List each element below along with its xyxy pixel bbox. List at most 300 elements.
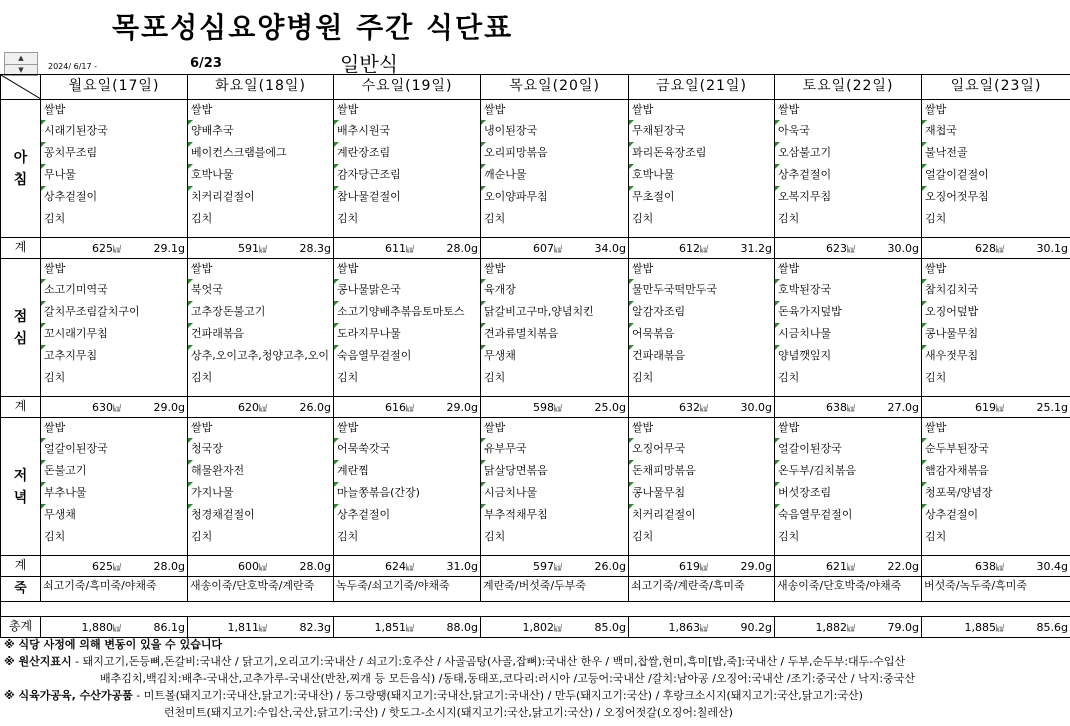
kcal-unit: ㎉ — [259, 624, 267, 633]
menu-item: 무생채 — [41, 504, 187, 526]
spacer-row — [1, 602, 1070, 617]
menu-item: 김치 — [191, 212, 213, 225]
kcal-value — [826, 242, 855, 255]
menu-cell — [188, 259, 334, 397]
porridge-cell: 새송이죽/단호박죽/야채죽 — [775, 577, 922, 602]
subtotal-label: 계 — [1, 238, 41, 259]
menu-item: 치커리겉절이 — [629, 504, 774, 526]
menu-item: 무생채 — [481, 345, 628, 367]
menu-item: 무나물 — [41, 164, 187, 186]
kcal-unit: ㎉ — [554, 563, 562, 572]
protein-value: 82.3g — [299, 621, 331, 634]
menu-cell — [188, 418, 334, 556]
kcal-number: 623 — [826, 242, 847, 255]
menu-cell — [775, 418, 922, 556]
menu-item: 얼갈이겉절이 — [922, 164, 1070, 186]
kcal-unit: ㎉ — [113, 563, 121, 572]
kcal-unit: ㎉ — [996, 624, 1004, 633]
protein-value: 28.0g — [299, 560, 331, 573]
menu-item: 오복지무침 — [775, 186, 921, 208]
menu-item: 소고기미역국 — [41, 279, 187, 301]
kcal-value — [523, 621, 563, 634]
subtotal-cell — [188, 397, 334, 418]
total-label: 총계 — [1, 617, 41, 638]
menu-item: 부추적채무침 — [481, 504, 628, 526]
note-change: ※ 식당 사정에 의해 변동이 있을 수 있습니다 — [4, 638, 223, 651]
menu-item: 쌀밥 — [44, 103, 66, 116]
subtotal-cell — [775, 238, 922, 259]
day-header-row — [1, 75, 1070, 100]
menu-item: 쌀밥 — [925, 421, 947, 434]
day-header: 목요일(20일) — [481, 75, 629, 100]
protein-value: 34.0g — [594, 242, 626, 255]
menu-item: 온두부/김치볶음 — [775, 460, 921, 482]
kcal-number: 600 — [238, 560, 259, 573]
kcal-value — [679, 560, 708, 573]
menu-cell — [922, 100, 1070, 238]
menu-item: 호박나물 — [629, 164, 774, 186]
kcal-unit: ㎉ — [847, 404, 855, 413]
menu-item: 상추겉절이 — [41, 186, 187, 208]
kcal-value — [92, 560, 121, 573]
porridge-cell: 새송이죽/단호박죽/계란죽 — [188, 577, 334, 602]
kcal-unit: ㎉ — [259, 245, 267, 254]
kcal-value — [385, 242, 414, 255]
kcal-value — [385, 560, 414, 573]
kcal-value — [92, 401, 121, 414]
kcal-value — [228, 621, 268, 634]
menu-item: 호박된장국 — [775, 279, 921, 301]
protein-value: 28.0g — [446, 242, 478, 255]
protein-value: 30.1g — [1036, 242, 1068, 255]
porridge-label: 죽 — [1, 577, 41, 602]
menu-item: 쌀밥 — [778, 262, 800, 275]
menu-item: 숙음열무겉절이 — [775, 504, 921, 526]
menu-item: 김치 — [484, 530, 506, 543]
kcal-value — [975, 560, 1004, 573]
menu-item: 청국장 — [188, 438, 333, 460]
menu-item: 상추겉절이 — [334, 504, 480, 526]
kcal-value — [679, 242, 708, 255]
day-header: 월요일(17일) — [41, 75, 188, 100]
menu-item: 닭살당면볶음 — [481, 460, 628, 482]
menu-item: 배추시원국 — [334, 120, 480, 142]
kcal-value — [669, 621, 709, 634]
day-header: 토요일(22일) — [775, 75, 922, 100]
kcal-unit: ㎉ — [113, 624, 121, 633]
date-spinner[interactable] — [4, 52, 38, 76]
menu-item: 해물완자전 — [188, 460, 333, 482]
kcal-unit: ㎉ — [113, 404, 121, 413]
processed-text-2: 런천미트(돼지고기:수입산,국산,닭고기:국산) / 핫도그-소시지(돼지고기:국산,닭고기:국산) / 오징어젓갈(오징어:칠레산) — [164, 706, 733, 719]
menu-item: 오리피망볶음 — [481, 142, 628, 164]
breakfast-row — [1, 100, 1070, 238]
protein-value: 29.0g — [740, 560, 772, 573]
porridge-cell: 녹두죽/쇠고기죽/야채죽 — [334, 577, 481, 602]
kcal-number: 625 — [92, 242, 113, 255]
kcal-number: 619 — [975, 401, 996, 414]
menu-item: 갈치무조림갈치구이 — [41, 301, 187, 323]
kcal-number: 1,802 — [522, 621, 554, 634]
kcal-value — [375, 621, 415, 634]
menu-item: 버섯장조림 — [775, 482, 921, 504]
menu-item: 콩나물맑은국 — [334, 279, 480, 301]
menu-item: 김치 — [44, 371, 66, 384]
menu-item: 김치 — [484, 371, 506, 384]
subtotal-cell — [775, 556, 922, 577]
menu-item: 쌀밥 — [191, 103, 213, 116]
subtotal-label: 계 — [1, 397, 41, 418]
menu-item: 청포묵/양념장 — [922, 482, 1070, 504]
menu-item: 양념깻잎지 — [775, 345, 921, 367]
menu-item: 김치 — [778, 530, 800, 543]
menu-item: 오이양파무침 — [481, 186, 628, 208]
kcal-number: 632 — [679, 401, 700, 414]
kcal-value — [238, 401, 267, 414]
breakfast-label: 아 침 — [1, 100, 41, 238]
kcal-value — [82, 621, 122, 634]
menu-item: 마늘쫑볶음(간장) — [334, 482, 480, 504]
menu-item: 물만두국떡만두국 — [629, 279, 774, 301]
kcal-unit: ㎉ — [554, 245, 562, 254]
day-header: 금요일(21일) — [629, 75, 775, 100]
menu-item: 양배추국 — [188, 120, 333, 142]
dinner-label: 저 녁 — [1, 418, 41, 556]
kcal-value — [826, 560, 855, 573]
menu-item: 쌀밥 — [337, 262, 359, 275]
subtotal-cell — [629, 238, 775, 259]
subtotal-cell — [629, 397, 775, 418]
dinner-subtotal-row — [1, 556, 1070, 577]
menu-cell — [41, 100, 188, 238]
menu-item: 오삼불고기 — [775, 142, 921, 164]
kcal-unit: ㎉ — [554, 404, 562, 413]
menu-cell — [188, 100, 334, 238]
menu-item: 오징어젓무침 — [922, 186, 1070, 208]
total-row — [1, 617, 1070, 638]
kcal-unit: ㎉ — [847, 624, 855, 633]
menu-item: 순두부된장국 — [922, 438, 1070, 460]
protein-value: 29.0g — [446, 401, 478, 414]
kcal-number: 621 — [826, 560, 847, 573]
menu-item: 깨순나물 — [481, 164, 628, 186]
menu-item: 돈채피망볶음 — [629, 460, 774, 482]
menu-item: 쌀밥 — [925, 103, 947, 116]
kcal-number: 625 — [92, 560, 113, 573]
kcal-unit: ㎉ — [996, 404, 1004, 413]
kcal-unit: ㎉ — [406, 624, 414, 633]
menu-item: 호박나물 — [188, 164, 333, 186]
menu-item: 쌀밥 — [925, 262, 947, 275]
menu-item: 쌀밥 — [44, 262, 66, 275]
diagonal-line-icon — [1, 75, 41, 99]
menu-item: 김치 — [191, 371, 213, 384]
kcal-number: 630 — [92, 401, 113, 414]
porridge-cell: 쇠고기죽/계란죽/흑미죽 — [629, 577, 775, 602]
subtotal-cell — [922, 556, 1070, 577]
menu-item: 시금치나물 — [775, 323, 921, 345]
menu-item: 얼갈이된장국 — [41, 438, 187, 460]
menu-item: 가지나물 — [188, 482, 333, 504]
menu-item: 고추장돈불고기 — [188, 301, 333, 323]
date-to: 6/23 — [190, 56, 222, 71]
spacer-cell — [1, 602, 1070, 617]
menu-item: 숙음열무겉절이 — [334, 345, 480, 367]
porridge-cell: 계란죽/버섯죽/두부죽 — [481, 577, 629, 602]
kcal-value — [975, 242, 1004, 255]
subtotal-cell — [188, 556, 334, 577]
kcal-number: 607 — [533, 242, 554, 255]
kcal-unit: ㎉ — [259, 404, 267, 413]
kcal-number: 628 — [975, 242, 996, 255]
menu-cell — [41, 259, 188, 397]
menu-item: 건파래볶음 — [629, 345, 774, 367]
menu-item: 오징어덮밥 — [922, 301, 1070, 323]
menu-item: 쌀밥 — [632, 103, 654, 116]
kcal-number: 612 — [679, 242, 700, 255]
kcal-number: 611 — [385, 242, 406, 255]
dinner-row — [1, 418, 1070, 556]
kcal-number: 638 — [975, 560, 996, 573]
kcal-number: 638 — [826, 401, 847, 414]
menu-item: 김치 — [337, 371, 359, 384]
menu-cell — [481, 259, 629, 397]
kcal-unit: ㎉ — [700, 404, 708, 413]
origin-label: ※ 원산지표시 — [4, 655, 72, 668]
menu-item: 콩나물무침 — [629, 482, 774, 504]
corner-cell — [1, 75, 41, 100]
menu-cell — [481, 418, 629, 556]
menu-item: 참나물겉절이 — [334, 186, 480, 208]
menu-item: 계란장조림 — [334, 142, 480, 164]
porridge-row — [1, 577, 1070, 602]
menu-cell — [334, 100, 481, 238]
menu-item: 부추나물 — [41, 482, 187, 504]
subtotal-label: 계 — [1, 556, 41, 577]
menu-item: 육개장 — [481, 279, 628, 301]
menu-item: 쌀밥 — [484, 262, 506, 275]
protein-value: 30.4g — [1036, 560, 1068, 573]
menu-item: 김치 — [925, 371, 947, 384]
total-cell — [775, 617, 922, 638]
kcal-number: 591 — [238, 242, 259, 255]
menu-item: 김치 — [632, 530, 654, 543]
kcal-number: 1,851 — [374, 621, 406, 634]
subtotal-cell — [334, 556, 481, 577]
protein-value: 85.0g — [594, 621, 626, 634]
total-cell — [922, 617, 1070, 638]
kcal-unit: ㎉ — [113, 245, 121, 254]
kcal-number: 620 — [238, 401, 259, 414]
subtotal-cell — [629, 556, 775, 577]
menu-item: 무채된장국 — [629, 120, 774, 142]
menu-cell — [481, 100, 629, 238]
menu-item: 쌀밥 — [778, 421, 800, 434]
menu-item: 북엇국 — [188, 279, 333, 301]
kcal-unit: ㎉ — [406, 404, 414, 413]
total-cell — [188, 617, 334, 638]
menu-item: 시래기된장국 — [41, 120, 187, 142]
menu-item: 치커리겉절이 — [188, 186, 333, 208]
lunch-subtotal-row — [1, 397, 1070, 418]
kcal-number: 597 — [533, 560, 554, 573]
kcal-number: 1,882 — [815, 621, 847, 634]
day-header: 수요일(19일) — [334, 75, 481, 100]
total-cell — [334, 617, 481, 638]
menu-item: 쌀밥 — [778, 103, 800, 116]
menu-item: 얼갈이된장국 — [775, 438, 921, 460]
menu-item: 알감자조림 — [629, 301, 774, 323]
kcal-unit: ㎉ — [406, 563, 414, 572]
kcal-value — [826, 401, 855, 414]
menu-cell — [922, 259, 1070, 397]
menu-item: 견과류멸치볶음 — [481, 323, 628, 345]
menu-item: 김치 — [925, 212, 947, 225]
kcal-value — [816, 621, 856, 634]
menu-cell — [629, 259, 775, 397]
kcal-unit: ㎉ — [259, 563, 267, 572]
kcal-number: 616 — [385, 401, 406, 414]
menu-item: 쌀밥 — [632, 262, 654, 275]
menu-item: 냉이된장국 — [481, 120, 628, 142]
day-header: 화요일(18일) — [188, 75, 334, 100]
kcal-number: 1,880 — [81, 621, 113, 634]
menu-cell — [41, 418, 188, 556]
menu-item: 김치 — [484, 212, 506, 225]
menu-item: 불낙전골 — [922, 142, 1070, 164]
menu-item: 시금치나물 — [481, 482, 628, 504]
menu-item: 상추,오이고추,청양고추,오이 — [188, 345, 333, 367]
porridge-cell: 버섯죽/녹두죽/흑미죽 — [922, 577, 1070, 602]
menu-cell — [775, 259, 922, 397]
kcal-unit: ㎉ — [700, 624, 708, 633]
menu-type: 일반식 — [340, 52, 398, 76]
breakfast-subtotal-row — [1, 238, 1070, 259]
menu-item: 새우젓무침 — [922, 345, 1070, 367]
subtotal-cell — [188, 238, 334, 259]
menu-item: 쌀밥 — [191, 421, 213, 434]
total-cell — [481, 617, 629, 638]
date-from: 2024/ 6/17 - — [48, 62, 97, 71]
menu-item: 쌀밥 — [337, 103, 359, 116]
menu-item: 계란찜 — [334, 460, 480, 482]
protein-value: 79.0g — [887, 621, 919, 634]
kcal-value — [679, 401, 708, 414]
menu-item: 상추겉절이 — [922, 504, 1070, 526]
day-header: 일요일(23일) — [922, 75, 1070, 100]
menu-item: 쌀밥 — [44, 421, 66, 434]
subtotal-cell — [481, 397, 629, 418]
menu-item: 고추지무침 — [41, 345, 187, 367]
menu-cell — [629, 100, 775, 238]
menu-item: 아욱국 — [775, 120, 921, 142]
spin-down-icon[interactable]: ▼ — [5, 64, 37, 76]
menu-table — [0, 74, 1070, 638]
menu-cell — [775, 100, 922, 238]
page-title: 목포성심요양병원 주간 식단표 — [112, 11, 514, 44]
menu-item: 김치 — [778, 212, 800, 225]
subtotal-cell — [922, 238, 1070, 259]
kcal-value — [92, 242, 121, 255]
kcal-value — [533, 401, 562, 414]
kcal-unit: ㎉ — [847, 563, 855, 572]
subtotal-cell — [334, 397, 481, 418]
subtotal-cell — [41, 556, 188, 577]
menu-item: 김치 — [337, 212, 359, 225]
processed-text-1: - 미트볼(돼지고기:국내산,닭고기:국내산) / 동그랑땡(돼지고기:국내산,닭고기:국내산) / 만두(돼지고기:국산) / 후랑크소시지(돼지고기:국산,닭고기:국산) — [132, 689, 863, 702]
menu-item: 김치 — [632, 212, 654, 225]
menu-item: 유부무국 — [481, 438, 628, 460]
menu-cell — [629, 418, 775, 556]
kcal-value — [238, 242, 267, 255]
subtotal-cell — [334, 238, 481, 259]
protein-value: 25.0g — [594, 401, 626, 414]
menu-item: 건파래볶음 — [188, 323, 333, 345]
menu-item: 상추겉절이 — [775, 164, 921, 186]
menu-item: 꽁치무조림 — [41, 142, 187, 164]
protein-value: 25.1g — [1036, 401, 1068, 414]
lunch-label: 점 심 — [1, 259, 41, 397]
protein-value: 29.1g — [153, 242, 185, 255]
kcal-value — [533, 242, 562, 255]
kcal-number: 1,885 — [964, 621, 996, 634]
protein-value: 28.0g — [153, 560, 185, 573]
origin-text-2: 배추김치,백김치:배추-국내산,고추가루-국내산(반찬,찌개 등 모든음식) /동태,동태포,코다리:러시아 /고등어:국내산 /갈치:남아공 /오징어:국내산 /조기:중국산 / 낙지:중국산 — [100, 672, 915, 685]
menu-item: 김치 — [632, 371, 654, 384]
menu-item: 쌀밥 — [484, 103, 506, 116]
menu-item: 쌀밥 — [337, 421, 359, 434]
protein-value: 88.0g — [446, 621, 478, 634]
kcal-unit: ㎉ — [554, 624, 562, 633]
total-cell — [41, 617, 188, 638]
origin-text-1: - 돼지고기,돈등뼈,돈갈비:국내산 / 닭고기,오리고기:국내산 / 쇠고기:호주산 / 사골곰탕(사골,잡뼈):국내산 한우 / 백미,찹쌀,현미,흑미[밥,죽]:국내산 / 두부,순두부:대두-수입산 — [71, 655, 906, 668]
kcal-unit: ㎉ — [996, 563, 1004, 572]
kcal-unit: ㎉ — [700, 245, 708, 254]
menu-item: 돈육가지덮밥 — [775, 301, 921, 323]
kcal-value — [238, 560, 267, 573]
kcal-unit: ㎉ — [847, 245, 855, 254]
kcal-unit: ㎉ — [700, 563, 708, 572]
kcal-value — [533, 560, 562, 573]
processed-label: ※ 식육가공육, 수산가공품 — [4, 689, 133, 702]
menu-item: 어묵볶음 — [629, 323, 774, 345]
menu-item: 도라지무나물 — [334, 323, 480, 345]
menu-item: 꽈리돈육장조림 — [629, 142, 774, 164]
menu-item: 오징어무국 — [629, 438, 774, 460]
menu-item: 어묵쑥갓국 — [334, 438, 480, 460]
menu-item: 쌀밥 — [191, 262, 213, 275]
menu-item: 닭갈비고구마,양념치킨 — [481, 301, 628, 323]
protein-value: 29.0g — [153, 401, 185, 414]
menu-item: 김치 — [44, 212, 66, 225]
menu-item: 소고기양배추볶음토마토스 — [334, 301, 480, 323]
lunch-row — [1, 259, 1070, 397]
kcal-number: 619 — [679, 560, 700, 573]
subtotal-cell — [922, 397, 1070, 418]
subtotal-cell — [41, 238, 188, 259]
protein-value: 31.2g — [740, 242, 772, 255]
protein-value: 28.3g — [299, 242, 331, 255]
subtotal-cell — [481, 238, 629, 259]
menu-item: 김치 — [191, 530, 213, 543]
menu-item: 김치 — [925, 530, 947, 543]
menu-item: 참치김치국 — [922, 279, 1070, 301]
kcal-unit: ㎉ — [406, 245, 414, 254]
menu-cell — [334, 259, 481, 397]
kcal-value — [965, 621, 1005, 634]
kcal-number: 624 — [385, 560, 406, 573]
spin-up-icon[interactable]: ▲ — [18, 54, 24, 62]
